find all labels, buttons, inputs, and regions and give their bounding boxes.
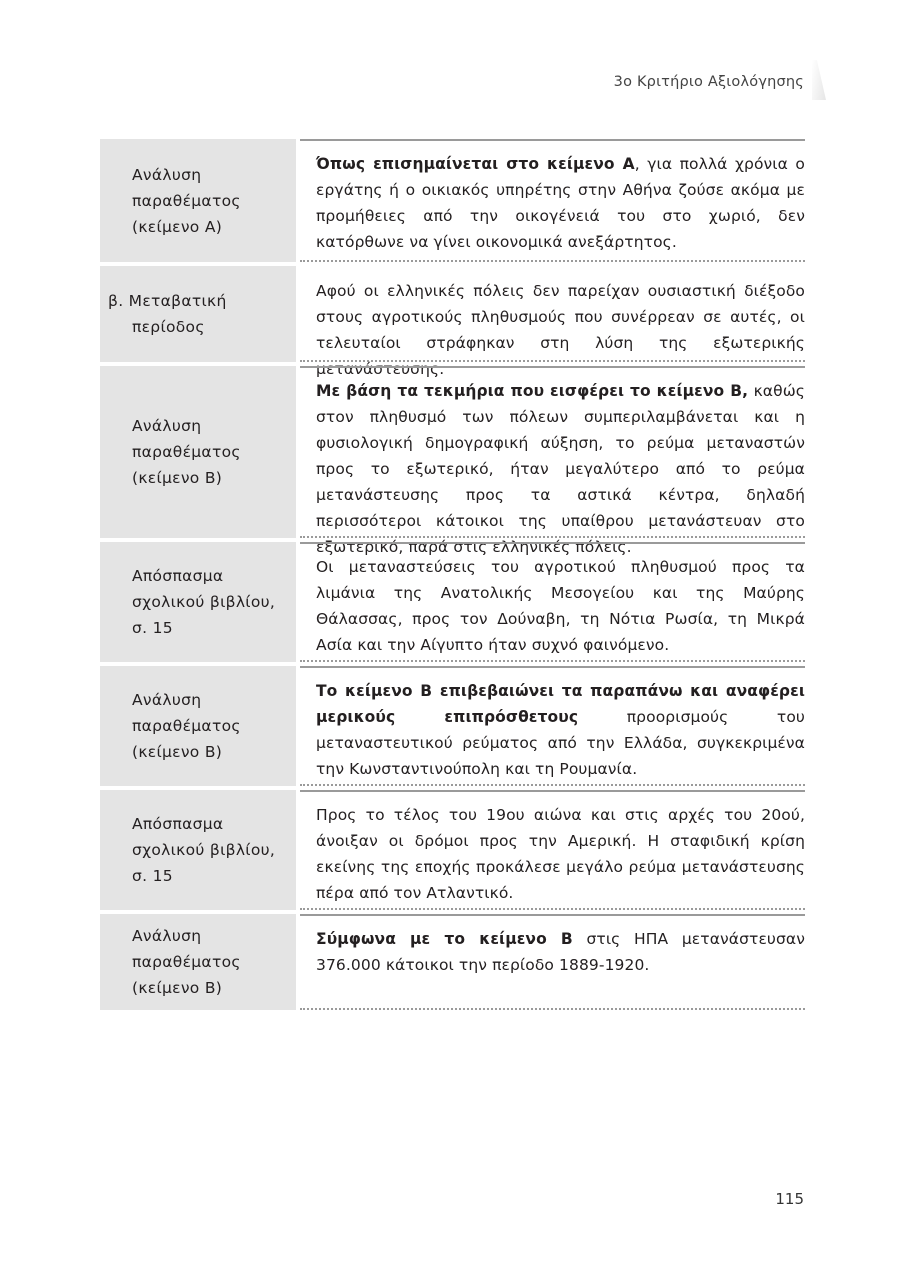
row-label-line: παραθέματος xyxy=(132,191,241,210)
row-label-line: Ανάλυση xyxy=(132,165,202,184)
row-label xyxy=(100,542,296,662)
row-label-line: σχολικού βιβλίου, xyxy=(132,593,276,611)
table-row xyxy=(100,266,805,378)
analysis-table xyxy=(100,139,805,1014)
row-label-line: σ. 15 xyxy=(132,619,173,637)
row-label-line: σ. 15 xyxy=(132,867,173,885)
running-head: 3ο Κριτήριο Αξιολόγησης xyxy=(613,74,804,90)
emphasis-text: Με βάση τα τεκμήρια που εισφέρει το κείμενο Β, xyxy=(316,382,749,400)
row-label xyxy=(100,266,296,362)
row-label xyxy=(100,914,296,1010)
body-text: καθώς στον πληθυσμό των πόλεων συμπεριλαμβάνεται και η φυσιολογική δημογραφική αύξηση, το ρεύμα μεταναστών προς το εξωτερικό, ήταν μεγαλύτερο από το ρεύμα μετανάστευσης προς τα αστικά κέντρα, δηλαδή περισσότεροι κάτοικοι της υπαίθρου μετανάστευαν στο εξωτερικό, παρά στις ελληνικές πόλεις. xyxy=(316,382,805,556)
table-row xyxy=(100,366,805,556)
row-content xyxy=(300,266,805,378)
row-label-line: (κείμενο Β) xyxy=(132,469,223,487)
row-label-line: σχολικού βιβλίου, xyxy=(132,841,276,859)
emphasis-text: Σύμφωνα με το κείμενο Β xyxy=(316,930,573,948)
row-content xyxy=(300,139,805,262)
table-row xyxy=(100,666,805,786)
row-label-line: Απόσπασμα xyxy=(132,567,224,585)
row-label-line: (κείμενο Β) xyxy=(132,743,223,761)
row-content xyxy=(300,366,805,556)
row-label-line: (κείμενο Β) xyxy=(132,979,223,997)
row-label xyxy=(100,366,296,538)
row-label-line: Ανάλυση xyxy=(132,417,202,435)
row-content xyxy=(300,790,805,910)
body-text: , για πολλά χρόνια ο εργάτης ή ο οικιακός υπηρέτης στην Αθήνα ζούσε ακόμα με προμήθειες από την οικογένειά του στο χωριό, δεν κατόρθωνε να γίνει οικονομικά ανεξάρτητος. xyxy=(316,155,805,251)
row-label xyxy=(100,666,296,786)
body-text: Οι μεταναστεύσεις του αγροτικού πληθυσμού προς τα λιμάνια της Ανατολικής Μεσογείου και της Μαύρης Θάλασσας, προς τον Δούναβη, τη Νότια Ρωσία, τη Μικρά Ασία και την Αίγυπτο ήταν συχνό φαινόμενο. xyxy=(316,558,805,654)
table-row xyxy=(100,914,805,1010)
row-label xyxy=(100,139,296,262)
row-label-line: παραθέματος xyxy=(132,717,241,735)
row-label-line: Απόσπασμα xyxy=(132,815,224,833)
body-text: στις ΗΠΑ μετανάστευσαν 376.000 κάτοικοι την περίοδο 1889-1920. xyxy=(316,930,805,974)
row-content xyxy=(300,914,805,1010)
row-label-line: παραθέματος xyxy=(132,443,241,461)
row-label xyxy=(100,790,296,910)
row-content xyxy=(300,666,805,786)
header-tab-decoration xyxy=(812,60,826,100)
body-text: Αφού οι ελληνικές πόλεις δεν παρείχαν ουσιαστική διέξοδο στους αγροτικούς πληθυσμούς που συνέρρεαν σε αυτές, οι τελευταίοι στράφηκαν στη λύση της εξωτερικής μετανάστευσης. xyxy=(316,282,805,378)
row-label-line: παραθέματος xyxy=(132,953,241,971)
emphasis-text: Όπως επισημαίνεται στο κείμενο Α xyxy=(316,155,635,173)
body-text: προορισμούς του μεταναστευτικού ρεύματος από την Ελλάδα, συγκεκριμένα την Κωνσταντινούπολη και τη Ρουμανία. xyxy=(316,708,805,778)
row-label-line: β. Μεταβατική περίοδος xyxy=(108,292,227,336)
table-row xyxy=(100,790,805,910)
row-label-line: (κείμενο Α) xyxy=(132,217,223,236)
emphasis-text: Το κείμενο Β επιβεβαιώνει τα παραπάνω και αναφέρει μερικούς επιπρόσθετους xyxy=(316,682,805,726)
page-number: 115 xyxy=(775,1190,804,1208)
row-label-line: Ανάλυση xyxy=(132,691,202,709)
row-label-line: Ανάλυση xyxy=(132,927,202,945)
table-row xyxy=(100,139,805,262)
row-content xyxy=(300,542,805,662)
body-text: Προς το τέλος του 19ου αιώνα και στις αρχές του 20ού, άνοιξαν οι δρόμοι προς την Αμερική. Η σταφιδική κρίση εκείνης της εποχής προκάλεσε μεγάλο ρεύμα μετανάστευσης πέρα από τον Ατλαντικό. xyxy=(316,806,805,902)
table-row xyxy=(100,542,805,662)
